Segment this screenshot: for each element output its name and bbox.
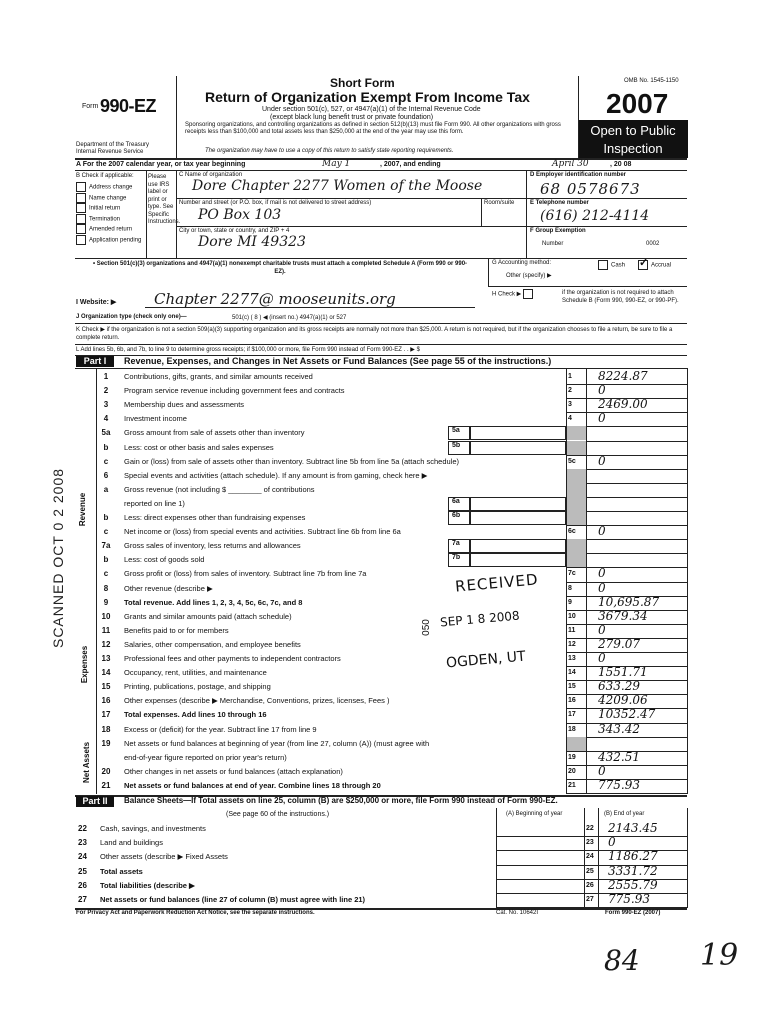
line-b-label: B Check if applicable:	[76, 173, 134, 179]
part1-label: Part I	[76, 356, 114, 367]
amount-line-ref: 5c	[568, 457, 576, 465]
amount-field[interactable]: 0	[598, 566, 606, 581]
amount-line-ref: 1	[568, 373, 572, 380]
amount-line-ref: 10	[568, 612, 576, 620]
amount-line-ref: 14	[568, 669, 576, 677]
amount-field[interactable]: 4209.06	[598, 693, 648, 708]
amount-line-ref: 25	[586, 867, 594, 875]
line-a-mid: , 2007, and ending	[380, 161, 441, 168]
phone-label: E Telephone number	[530, 200, 589, 206]
subline-amount-field[interactable]	[470, 441, 566, 455]
line-description: Land and buildings	[100, 838, 163, 848]
line-description: Grants and similar amounts paid (attach schedule)	[124, 611, 292, 621]
line-description: Other assets (describe ▶ Fixed Assets	[100, 852, 228, 862]
line-number: 21	[101, 780, 111, 790]
line-description: Excess or (deficit) for the year. Subtract line 17 from line 9	[124, 724, 317, 734]
form-title: Return of Organization Exempt From Income Tax	[205, 89, 530, 105]
phone-value[interactable]: (616) 212-4114	[540, 208, 650, 224]
line-number: 10	[101, 611, 111, 621]
ogden-stamp: OGDEN, UT	[445, 648, 527, 672]
amount-field[interactable]: 775.93	[598, 777, 640, 792]
subline-amount-field[interactable]	[470, 426, 566, 440]
amount-line-ref: 9	[568, 598, 572, 606]
line-description: Contributions, gifts, grants, and similar amounts received	[124, 372, 313, 381]
line-l: L Add lines 5b, 6b, and 7b, to line 9 to determine gross receipts; if $100,000 or more, file Form 990 instead of Form 990-EZ . . ▶ $	[76, 347, 420, 353]
part2-title: Balance Sheets—If Total assets on line 25, column (B) are $250,000 or more, file Form 990 instead of Form 990-EZ.	[124, 796, 558, 805]
amended-return-check[interactable]: Amended return	[76, 224, 141, 235]
subline-amount-field[interactable]	[470, 553, 566, 567]
line-number: 13	[101, 654, 111, 663]
line-description: Net assets or fund balances at beginning of year (from line 27, column (A)) (must agree with	[124, 738, 430, 748]
corner-mark-2: 19	[700, 938, 739, 973]
form-number: 990-EZ	[100, 96, 157, 116]
amount-field[interactable]: 0	[598, 383, 606, 398]
shaded-cell	[567, 441, 586, 455]
row-rule	[566, 793, 687, 794]
open-public-text: Open to Public	[590, 123, 676, 138]
row-rule	[566, 567, 687, 568]
line-description: Investment income	[124, 414, 187, 424]
row-rule	[566, 384, 687, 385]
line-description: Total revenue. Add lines 1, 2, 3, 4, 5c, 6c, 7c, and 8	[124, 597, 303, 607]
amount-field[interactable]: 0	[598, 453, 606, 468]
row-rule	[496, 836, 687, 837]
row-rule	[496, 893, 687, 894]
line-description: Printing, publications, postage, and shipping	[124, 682, 271, 692]
line-description: end-of-year figure reported on prior year's return)	[124, 752, 287, 762]
omb-number: OMB No. 1545-1150	[624, 78, 679, 84]
form-footer-ref: Form 990-EZ (2007)	[605, 910, 661, 916]
line-number: c	[103, 456, 109, 466]
line-description: Net assets or fund balances at end of year. Combine lines 18 through 20	[124, 780, 381, 790]
line-description: Gain or (loss) from sale of assets other than inventory. Subtract line 5b from line 5a (attach schedule)	[124, 456, 460, 466]
row-rule	[566, 525, 687, 526]
end-of-year-amount[interactable]: 775.93	[608, 892, 650, 906]
line-description: Program service revenue including government fees and contracts	[124, 386, 345, 396]
ein-value[interactable]: 68 0578673	[540, 180, 641, 198]
amount-line-ref: 22	[586, 825, 594, 832]
stamp-code: 050	[420, 619, 432, 636]
application-pending-check[interactable]: Application pending	[76, 235, 141, 246]
line-number: 25	[78, 866, 87, 876]
group-number-label: Number	[542, 241, 564, 247]
group-number-value[interactable]: 0002	[646, 241, 660, 247]
org-name-label: C Name of organization	[179, 172, 243, 178]
line-description: Gross revenue (not including $ ________ of contributions	[124, 484, 315, 494]
amount-line-ref: 7c	[568, 570, 576, 578]
row-rule	[566, 412, 687, 413]
part2-label: Part II	[76, 796, 114, 807]
amount-line-ref: 21	[568, 781, 576, 789]
line-description: Benefits paid to or for members	[124, 625, 229, 635]
line-description: Less: cost or other basis and sales expenses	[124, 442, 274, 452]
shaded-cell	[567, 737, 586, 751]
line-number: 17	[101, 710, 111, 720]
line-number: 24	[78, 852, 87, 862]
cash-check[interactable]: Cash	[598, 260, 625, 270]
cat-number: Cat. No. 10642I	[496, 910, 539, 916]
amount-field[interactable]: 633.29	[598, 679, 640, 694]
line-number: 9	[103, 597, 109, 607]
end-year: , 20 08	[610, 161, 632, 168]
ein-label: D Employer identification number	[530, 172, 627, 178]
tax-year: 2007	[606, 88, 669, 119]
subline-label: 5a	[448, 426, 470, 440]
line-number: 11	[101, 625, 111, 635]
line-description: Membership dues and assessments	[124, 400, 245, 410]
amount-line-ref: 17	[568, 711, 576, 719]
title-short: Short Form	[330, 76, 395, 90]
tax-year-begin[interactable]: May 1	[322, 159, 351, 169]
line-description: Net income or (loss) from special events and activities. Subtract line 6b from line 6a	[124, 527, 401, 537]
line-description: Professional fees and other payments to independent contractors	[124, 654, 341, 663]
part1-title: Revenue, Expenses, and Changes in Net Assets or Fund Balances (See page 55 of the instructions.)	[124, 356, 552, 366]
line-description: Other changes in net assets or fund balances (attach explanation)	[124, 766, 343, 776]
side-expenses: Expenses	[80, 645, 90, 684]
line-description: Occupancy, rent, utilities, and maintenance	[124, 668, 267, 678]
end-of-year-amount[interactable]: 2143.45	[608, 821, 658, 835]
line-description: Gross amount from sale of assets other than inventory	[124, 428, 305, 438]
amount-line-ref: 13	[568, 655, 576, 662]
line-number: 12	[101, 639, 111, 649]
line-description: Special events and activities (attach schedule). If any amount is from gaming, check here ▶	[124, 470, 428, 480]
privacy-notice: For Privacy Act and Paperwork Reduction Act Notice, see the separate instructions.	[76, 910, 315, 916]
line-description: Cash, savings, and investments	[100, 824, 206, 833]
amount-line-ref: 18	[568, 725, 576, 733]
end-of-year-amount[interactable]: 1186.27	[608, 849, 658, 864]
line-a-label: A For the 2007 calendar year, or tax year beginning	[76, 161, 246, 168]
row-rule	[496, 850, 687, 851]
street-label: Number and street (or P.O. box, if mail is not delivered to street address)	[179, 200, 372, 206]
amount-field[interactable]: 0	[598, 763, 606, 778]
city-state-zip[interactable]: Dore MI 49323	[198, 234, 306, 250]
row-rule	[566, 582, 687, 583]
row-rule	[566, 455, 687, 456]
line-number: 5a	[101, 428, 111, 438]
line-number: b	[103, 513, 109, 522]
scanned-stamp: SCANNED OCT 0 2 2008	[50, 467, 67, 649]
amount-line-ref: 23	[586, 839, 594, 847]
amount-field[interactable]: 2469.00	[598, 397, 648, 412]
part2-see: (See page 60 of the instructions.)	[226, 811, 330, 818]
open-to-public-box	[578, 120, 688, 158]
h-check-label: H Check ▶	[492, 289, 536, 299]
address-change-check[interactable]: Address change	[76, 182, 141, 193]
subline-label: 7a	[448, 539, 470, 553]
amount-field[interactable]: 8224.87	[598, 369, 648, 383]
subline-amount-field[interactable]	[470, 539, 566, 553]
check-list	[76, 182, 141, 245]
amount-field[interactable]: 0	[598, 411, 606, 426]
end-of-year-amount[interactable]: 2555.79	[608, 877, 658, 892]
amount-field[interactable]: 10352.47	[598, 707, 656, 722]
termination-check[interactable]: Termination	[76, 214, 141, 225]
amount-field[interactable]: 3679.34	[598, 608, 648, 623]
line-description: Other expenses (describe ▶ Merchandise, Conventions, prizes, licenses, Fees )	[124, 696, 390, 706]
subline-label: 6b	[448, 511, 470, 525]
line-number: 22	[78, 824, 87, 833]
shaded-cell	[567, 483, 586, 497]
line-number: 20	[101, 766, 111, 776]
line-number: 15	[101, 682, 111, 692]
line-description: Less: cost of goods sold	[124, 555, 205, 565]
line-description: Total expenses. Add lines 10 through 16	[124, 710, 267, 720]
line-number: 16	[101, 696, 111, 706]
line-number: 14	[101, 668, 111, 678]
line-k: K Check ▶ if the organization is not a section 509(a)(3) supporting organization and its gross receipts are normally not more than $25,000. A return is not required, but if the organization chooses to file a return, be sure to file a complete return.	[76, 327, 673, 341]
corner-mark-1: 84	[604, 944, 640, 977]
line-number: 18	[101, 724, 111, 734]
line-description: Total assets	[100, 866, 143, 876]
amount-field[interactable]: 0	[598, 580, 606, 595]
subline-label: 7b	[448, 553, 470, 567]
shaded-cell	[567, 539, 586, 553]
please-label: Please use IRS label or print or type. See Specific Instructions.	[148, 174, 181, 225]
row-rule	[566, 765, 687, 766]
other-method: Other (specify) ▶	[506, 273, 552, 279]
line-description: Other revenue (describe ▶	[124, 583, 213, 593]
line-number: 2	[103, 386, 109, 396]
line-description: Total liabilities (describe ▶	[100, 880, 195, 890]
amount-field[interactable]: 10,695.87	[598, 594, 660, 609]
line-number: b	[103, 442, 109, 452]
amount-line-ref: 24	[586, 853, 594, 861]
amount-field[interactable]: 0	[598, 524, 606, 539]
amount-line-ref: 19	[568, 753, 576, 761]
end-of-year-amount[interactable]: 0	[608, 835, 616, 850]
website-value[interactable]: Chapter 2277@ mooseunits.org	[154, 290, 396, 308]
line-number: 1	[103, 372, 109, 381]
amount-line-ref: 15	[568, 683, 576, 691]
line-description: Less: direct expenses other than fundraising expenses	[124, 513, 306, 522]
received-date-stamp: SEP 1 8 2008	[439, 608, 521, 630]
subtitle-2: (except black lung benefit trust or private foundation)	[270, 114, 434, 121]
col-a-head: (A) Beginning of year	[506, 811, 563, 817]
initial-return-check[interactable]: Initial return	[76, 203, 141, 214]
line-number: 6	[103, 470, 109, 480]
shaded-cell	[567, 469, 586, 483]
line-number: a	[103, 484, 109, 494]
subtitle-1: Under section 501(c), 527, or 4947(a)(1) of the Internal Revenue Code	[262, 106, 481, 113]
amount-line-ref: 6c	[568, 528, 576, 536]
received-stamp: RECEIVED	[454, 570, 540, 596]
amount-line-ref: 27	[586, 896, 594, 903]
amount-line-ref: 16	[568, 697, 576, 705]
subline-amount-field[interactable]	[470, 511, 566, 525]
form-prefix: Form	[82, 103, 99, 110]
line-number: 26	[78, 880, 87, 890]
side-revenue: Revenue	[78, 492, 88, 527]
shaded-cell	[567, 511, 586, 525]
line-number: 3	[103, 400, 109, 410]
accrual-check[interactable]: ✓ Accrual	[639, 257, 672, 269]
group-exemption-label: F Group Exemption	[530, 228, 586, 234]
amount-line-ref: 8	[568, 584, 572, 592]
line-description: Net assets or fund balances (line 27 of column (B) must agree with line 21)	[100, 895, 366, 904]
line-number: 4	[103, 414, 109, 424]
h-checkbox[interactable]	[523, 289, 533, 299]
amount-field[interactable]: 343.42	[598, 721, 640, 736]
sec501-note: • Section 501(c)(3) organizations and 4947(a)(1) nonexempt charitable trusts must attach a completed Schedule A (Form 990 or 990-EZ).	[92, 261, 468, 275]
room-label: Room/suite	[484, 200, 515, 206]
line-number: 19	[101, 738, 111, 748]
subline-label: 5b	[448, 441, 470, 455]
amount-field[interactable]: 279.07	[598, 636, 640, 651]
dept-treasury: Department of the Treasury	[76, 142, 150, 148]
name-change-check[interactable]: Name change	[76, 193, 141, 204]
accounting-label: G Accounting method:	[492, 260, 552, 266]
subline-amount-field[interactable]	[470, 497, 566, 511]
irs-label: Internal Revenue Service	[76, 149, 144, 155]
line-number: c	[103, 569, 109, 579]
sponsoring-note: Sponsoring organizations, and controlling organizations as defined in section 512(b)(13) must file Form 990. All other organizations with gross receipts less than $100,000 and total assets less than $250,000 at the end of the year may use this form.	[185, 122, 561, 135]
org-type-label: J Organization type (check only one)—	[76, 314, 187, 320]
shaded-cell	[567, 426, 586, 440]
amount-field[interactable]: 1551.71	[598, 665, 648, 680]
line-description: Gross profit or (loss) from sales of inventory. Subtract line 7b from line 7a	[124, 569, 367, 579]
amount-line-ref: 26	[586, 881, 594, 889]
row-rule	[566, 652, 687, 653]
row-rule	[566, 624, 687, 625]
amount-line-ref: 12	[568, 640, 576, 648]
amount-field[interactable]: 0	[598, 651, 606, 665]
h-text: if the organization is not required to attach Schedule B (Form 990, 990-EZ, or 990-PF).	[562, 290, 679, 304]
amount-line-ref: 3	[568, 401, 572, 409]
line-number: 27	[78, 895, 87, 904]
shaded-cell	[567, 497, 586, 511]
street-address[interactable]: PO Box 103	[198, 207, 282, 223]
amount-field[interactable]: 0	[598, 622, 606, 637]
line-number: c	[103, 527, 109, 537]
amount-line-ref: 2	[568, 387, 572, 395]
copy-note: The organization may have to use a copy of this return to satisfy state reporting requirements.	[205, 148, 454, 154]
end-of-year-amount[interactable]: 3331.72	[608, 863, 658, 878]
org-type-value[interactable]: 501(c) ( 8 ) ◀ (insert no.) 4947(a)(1) or 527	[232, 315, 347, 321]
shaded-cell	[567, 553, 586, 567]
org-name[interactable]: Dore Chapter 2277 Women of the Moose	[192, 178, 483, 194]
line-description: Gross sales of inventory, less returns and allowances	[124, 541, 301, 551]
website-label: I Website: ▶	[76, 299, 117, 306]
amount-line-ref: 4	[568, 415, 572, 423]
tax-year-end[interactable]: April 30	[552, 159, 589, 169]
line-number: 7a	[101, 541, 111, 551]
line-number: 23	[78, 838, 87, 848]
line-description: reported on line 1)	[124, 498, 185, 508]
col-b-head: (B) End of year	[604, 811, 645, 817]
amount-field[interactable]: 432.51	[598, 749, 640, 764]
line-number: b	[103, 555, 109, 565]
inspection-text: Inspection	[603, 141, 663, 156]
side-net-assets: Net Assets	[82, 741, 92, 784]
row-rule	[496, 879, 687, 880]
city-label: City or town, state or country, and ZIP + 4	[179, 228, 290, 234]
subline-label: 6a	[448, 497, 470, 511]
line-number: 8	[103, 583, 109, 593]
line-description: Salaries, other compensation, and employee benefits	[124, 639, 301, 649]
amount-line-ref: 11	[568, 626, 576, 634]
row-rule	[496, 865, 687, 866]
amount-line-ref: 20	[568, 767, 576, 775]
